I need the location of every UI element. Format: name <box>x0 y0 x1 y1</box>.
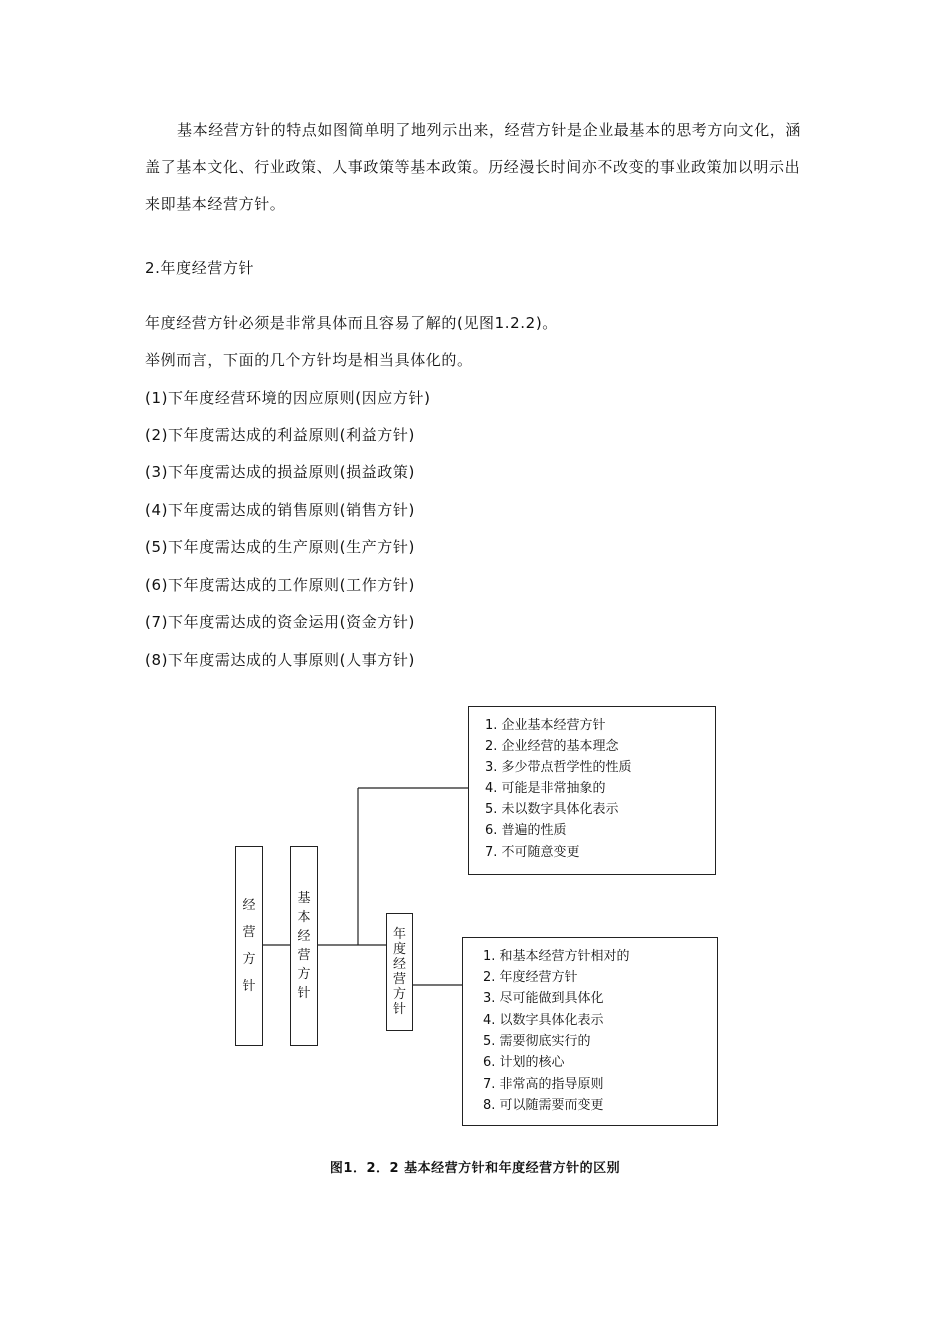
list-item: (7)下年度需达成的资金运用(资金方针) <box>145 613 415 631</box>
list-item: (1)下年度经营环境的因应原则(因应方针) <box>145 389 431 407</box>
basic-list-item: 3. 多少带点哲学性的性质 <box>485 760 632 775</box>
basic-list-item: 1. 企业基本经营方针 <box>485 718 606 733</box>
box-annual-policy: 年 度 经 营 方 针 <box>386 913 413 1031</box>
box-business-policy: 经 营 方 针 <box>235 846 263 1046</box>
list-item: (3)下年度需达成的损益原则(损益政策) <box>145 463 415 481</box>
list-item: (5)下年度需达成的生产原则(生产方针) <box>145 538 415 556</box>
basic-list-item: 7. 不可随意变更 <box>485 845 580 860</box>
annual-list-item: 2. 年度经营方针 <box>483 970 578 985</box>
basic-list-item: 4. 可能是非常抽象的 <box>485 781 606 796</box>
intro-paragraph: 基本经营方针的特点如图简单明了地列示出来，经营方针是企业最基本的思考方向文化，涵盖了基本文化、行业政策、人事政策等基本政策。历经漫长时间亦不改变的事业政策加以明示出来即基本经营方针。 <box>145 121 802 213</box>
annual-policy-list-box <box>462 937 718 1126</box>
annual-list-item: 3. 尽可能做到具体化 <box>483 991 604 1006</box>
box-basic-policy: 基 本 经 营 方 针 <box>290 846 318 1046</box>
figure-caption: 图1．2．2 基本经营方针和年度经营方针的区别 <box>329 1161 621 1176</box>
annual-list-item: 7. 非常高的指导原则 <box>483 1077 604 1092</box>
annual-list-item: 5. 需要彻底实行的 <box>483 1034 591 1049</box>
basic-policy-list-box <box>468 706 716 875</box>
basic-list-item: 6. 普遍的性质 <box>485 823 567 838</box>
list-item: (6)下年度需达成的工作原则(工作方针) <box>145 576 415 594</box>
annual-list-item: 1. 和基本经营方针相对的 <box>483 949 630 964</box>
annual-list-item: 8. 可以随需要而变更 <box>483 1098 604 1113</box>
basic-list-item: 5. 未以数字具体化表示 <box>485 802 619 817</box>
body-line: 年度经营方针必须是非常具体而且容易了解的(见图1.2.2)。 <box>145 314 558 332</box>
annual-list-item: 6. 计划的核心 <box>483 1055 565 1070</box>
body-line: 举例而言，下面的几个方针均是相当具体化的。 <box>145 351 473 369</box>
section-heading: 2.年度经营方针 <box>145 259 255 277</box>
list-item: (8)下年度需达成的人事原则(人事方针) <box>145 651 415 669</box>
list-item: (4)下年度需达成的销售原则(销售方针) <box>145 501 415 519</box>
list-item: (2)下年度需达成的利益原则(利益方针) <box>145 426 415 444</box>
basic-list-item: 2. 企业经营的基本理念 <box>485 739 619 754</box>
annual-list-item: 4. 以数字具体化表示 <box>483 1013 604 1028</box>
